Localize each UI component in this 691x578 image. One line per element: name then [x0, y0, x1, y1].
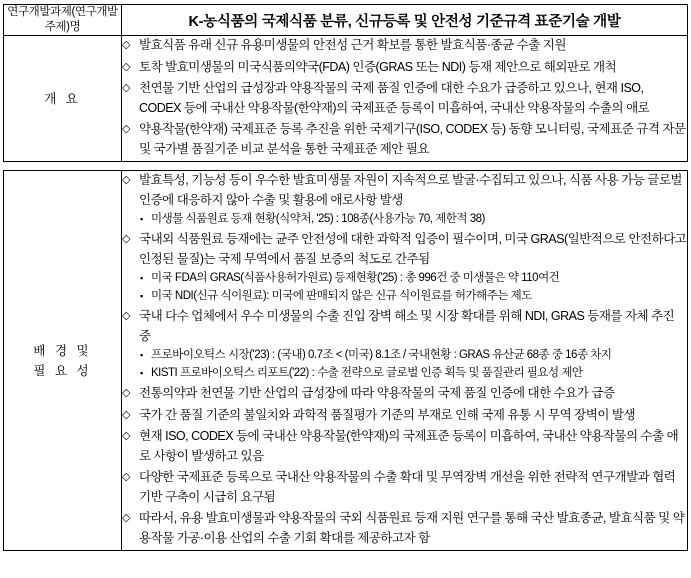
background-row [4, 171, 688, 551]
list-item-text: 다양한 국제표준 등록으로 국내산 약용작물의 수출 확대 및 무역장벽 개선을 위한 전략적 연구개발과 협력 기반 구축이 시급히 요구됨 [139, 470, 676, 504]
section-label-background [4, 171, 122, 551]
list-item [122, 79, 687, 118]
list-item-text: 현재 ISO, CODEX 등에 국내산 약용작물(한약재)의 국제표준 등록이 미흡하여, 국내산 약용작물의 수출 애로 사항이 발생하고 있음 [139, 429, 679, 463]
table-body-top [4, 5, 688, 162]
sub-list-item-text: 미국 FDA의 GRAS(식품사용허가원료) 등재현황('25) : 총 996건 중 미생물은 약 110여건 [151, 272, 560, 284]
square-bullet-icon: ▪ [140, 350, 143, 360]
list-item [122, 171, 687, 228]
list-item-text: 발효식품 유래 신규 유용미생물의 안전성 근거 확보를 통한 발효식품·종균 수출 지원 [139, 38, 566, 52]
list-item [122, 230, 687, 305]
header-row [4, 5, 688, 36]
square-bullet-icon: ▪ [140, 214, 143, 224]
list-item [122, 58, 687, 78]
diamond-bullet-icon: ◇ [122, 174, 130, 186]
list-item [122, 406, 687, 426]
background-table [3, 170, 688, 551]
background-list [122, 171, 687, 548]
list-item [122, 427, 687, 466]
sub-list [139, 210, 687, 228]
sub-list-item [139, 364, 687, 382]
diamond-bullet-icon: ◇ [122, 39, 130, 51]
list-item-text: 약용작물(한약재) 국제표준 등록 추진을 위한 국제기구(ISO, CODEX 등) 동향 모니터링, 국제표준 규격 자문 및 국가별 품질기준 비교 분석을 통한 국제표준 제안 필요 [139, 122, 686, 156]
list-item [122, 307, 687, 382]
list-item [122, 36, 687, 56]
diamond-bullet-icon: ◇ [122, 60, 130, 73]
summary-content [122, 36, 688, 162]
sub-list [139, 346, 687, 382]
sub-list-item [139, 210, 687, 228]
table-gap [3, 162, 688, 170]
sub-list-item-text: KISTI 프로바이오틱스 리포트('22) : 수출 전략으로 글로벌 인증 획득 및 품질관리 필요성 제안 [151, 367, 583, 379]
diamond-bullet-icon: ◇ [122, 387, 130, 399]
section-label-line-1: 배 경 및 [33, 343, 92, 358]
sub-list-item-text: 미국 NDI(신규 식이원료): 미국에 판매되지 않은 신규 식이원료를 허가해주는 제도 [151, 290, 532, 302]
list-item [122, 384, 687, 404]
project-title: K-농식품의 국제식품 분류, 신규등록 및 안전성 기준규격 표준기술 개발 [122, 5, 688, 36]
summary-row [4, 36, 688, 162]
list-item-text: 국내외 식품원료 등재에는 균주 안전성에 대한 과학적 입증이 필수이며, 미국 GRAS(일반적으로 안전하다고 인정된 물질)는 국제 무역에서 품질 보증의 척도로 간주됨 [139, 232, 687, 266]
diamond-bullet-icon: ◇ [122, 430, 130, 442]
background-content [122, 171, 688, 551]
table-body-bottom [4, 171, 688, 551]
list-item [122, 120, 687, 159]
summary-list [122, 36, 687, 159]
sub-list-item [139, 269, 687, 287]
diamond-bullet-icon: ◇ [122, 408, 130, 421]
list-item-text: 전통의약과 천연물 기반 산업의 급성장에 따라 약용작물의 국제 품질 인증에 대한 수요가 급증 [139, 386, 615, 400]
list-item-text: 천연물 기반 산업의 급성장과 약용작물의 국제 품질 인증에 대한 수요가 급증하고 있으나, 현재 ISO, CODEX 등에 국내산 약용작물(한약재)의 국제표준 등록이 미흡하여, 국내산 약용작물의 수출의 애로 [139, 81, 650, 115]
sub-list-item [139, 287, 687, 305]
square-bullet-icon: ▪ [140, 291, 143, 301]
project-name-label: 연구개발과제(연구개발주제)명 [4, 5, 122, 36]
list-item-text: 국내 다수 업체에서 우수 미생물의 수출 진입 장벽 해소 및 시장 확대를 위해 NDI, GRAS 등재를 자체 추진 중 [139, 309, 675, 343]
section-label-summary [4, 36, 122, 162]
diamond-bullet-icon: ◇ [122, 82, 130, 94]
sub-list-item [139, 346, 687, 364]
square-bullet-icon: ▪ [140, 273, 143, 283]
list-item [122, 509, 687, 548]
square-bullet-icon: ▪ [140, 368, 143, 378]
diamond-bullet-icon: ◇ [122, 310, 130, 322]
sub-list-item-text: 프로바이오틱스 시장('23) : (국내) 0.7조 < (미국) 8.1조 / 국내현황 : GRAS 유산균 68종 중 16종 차지 [151, 349, 612, 361]
section-label-line-2: 필 요 성 [33, 363, 92, 378]
diamond-bullet-icon: ◇ [122, 233, 130, 245]
diamond-bullet-icon: ◇ [122, 512, 130, 524]
list-item-text: 발효특성, 기능성 등이 우수한 발효미생물 자원이 지속적으로 발굴·수집되고 있으나, 식품 사용 가능 글로벌 인증에 대응하지 않아 수출 및 활용에 애로사항 발생 [139, 173, 683, 207]
section-label-line: 개 요 [44, 91, 81, 106]
overview-table [3, 4, 688, 162]
diamond-bullet-icon: ◇ [122, 471, 130, 483]
sub-list-item-text: 미생물 식품원료 등재 현황(식약처, '25) : 108종(사용가능 70, 제한적 38) [151, 213, 485, 225]
list-item-text: 토착 발효미생물의 미국식품의약국(FDA) 인증(GRAS 또는 NDI) 등재 제안으로 해외판로 개척 [139, 59, 617, 74]
list-item-text: 따라서, 유용 발효미생물과 약용작물의 국외 식품원료 등재 지원 연구를 통해 국산 발효종균, 발효식품 및 약용작물 가공·이용 산업의 수출 기회 확대를 제공하고자 함 [139, 511, 685, 545]
list-item [122, 468, 687, 507]
list-item-text: 국가 간 품질 기준의 불일치와 과학적 품질평가 기준의 부재로 인해 국제 유통 시 무역 장벽이 발생 [139, 407, 636, 422]
sub-list [139, 269, 687, 305]
diamond-bullet-icon: ◇ [122, 123, 130, 135]
